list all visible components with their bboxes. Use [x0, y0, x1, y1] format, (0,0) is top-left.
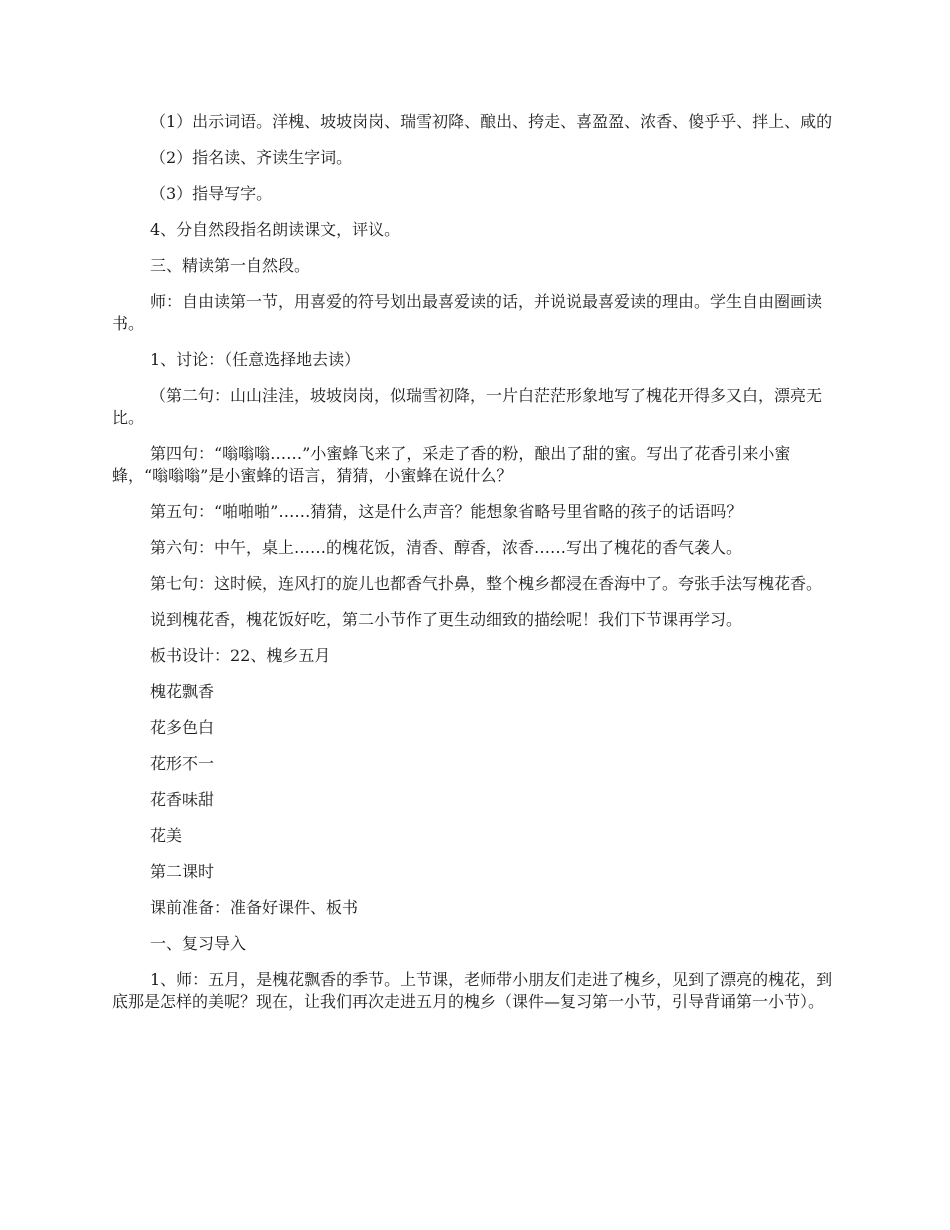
paragraph-read-aloud: 4、分自然段指名朗读课文，评议。 [150, 220, 401, 239]
board-item: 花香味甜 [150, 790, 215, 809]
paragraph-writing-guide: （3）指导写字。 [150, 184, 273, 203]
paragraph-sentence-7: 第七句：这时候，连风打的旋儿也都香气扑鼻，整个槐乡都浸在香海中了。夸张手法写槐花香。 [150, 574, 823, 593]
board-item: 花多色白 [150, 718, 215, 737]
paragraph-vocab-list: （1）出示词语。洋槐、坡坡岗岗、瑞雪初降、酿出、挎走、喜盈盈、浓香、傻乎乎、拌上、咸的 [150, 112, 833, 131]
board-item: 花美 [150, 826, 183, 845]
paragraph-sentence-2: （第二句：山山洼洼，坡坡岗岗，似瑞雪初降，一片白茫茫形象地写了槐花开得多又白，漂亮无比。 [112, 386, 823, 427]
lesson-two-heading: 第二课时 [150, 862, 215, 881]
paragraph-sentence-5: 第五句：“啪啪啪”……猜猜，这是什么声音？能想象省略号里省略的孩子的话语吗？ [150, 502, 743, 521]
paragraph-sentence-4: 第四句：“嗡嗡嗡……”小蜜蜂飞来了，采走了香的粉，酿出了甜的蜜。写出了花香引来小蜜蜂，“嗡嗡嗡”是小蜜蜂的语言，猜猜，小蜜蜂在说什么？ [112, 444, 791, 485]
paragraph-preparation: 课前准备：准备好课件、板书 [150, 898, 359, 917]
board-item: 槐花飘香 [150, 682, 215, 701]
paragraph-transition: 说到槐花香，槐花饭好吃，第二小节作了更生动细致的描绘呢！我们下节课再学习。 [150, 610, 743, 629]
paragraph-teacher-instruction: 师：自由读第一节，用喜爱的符号划出最喜爱读的话，并说说最喜爱读的理由。学生自由圈画读书。 [112, 292, 823, 333]
document-body [112, 111, 838, 1027]
paragraph-review-intro: 1、师：五月，是槐花飘香的季节。上节课，老师带小朋友们走进了槐乡，见到了漂亮的槐花，到底那是怎样的美呢？现在，让我们再次走进五月的槐乡（课件—复习第一小节，引导背诵第一小节）。 [112, 970, 833, 1011]
section-heading-review: 一、复习导入 [150, 934, 247, 953]
section-heading-close-reading: 三、精读第一自然段。 [150, 256, 311, 275]
board-item: 花形不一 [150, 754, 215, 773]
board-design-title: 板书设计：22、槐乡五月 [150, 646, 331, 665]
paragraph-read-words: （2）指名读、齐读生字词。 [150, 148, 353, 167]
paragraph-discussion: 1、讨论：（任意选择地去读） [150, 350, 361, 369]
paragraph-sentence-6: 第六句：中午，桌上……的槐花饭，清香、醇香，浓香……写出了槐花的香气袭人。 [150, 538, 743, 557]
